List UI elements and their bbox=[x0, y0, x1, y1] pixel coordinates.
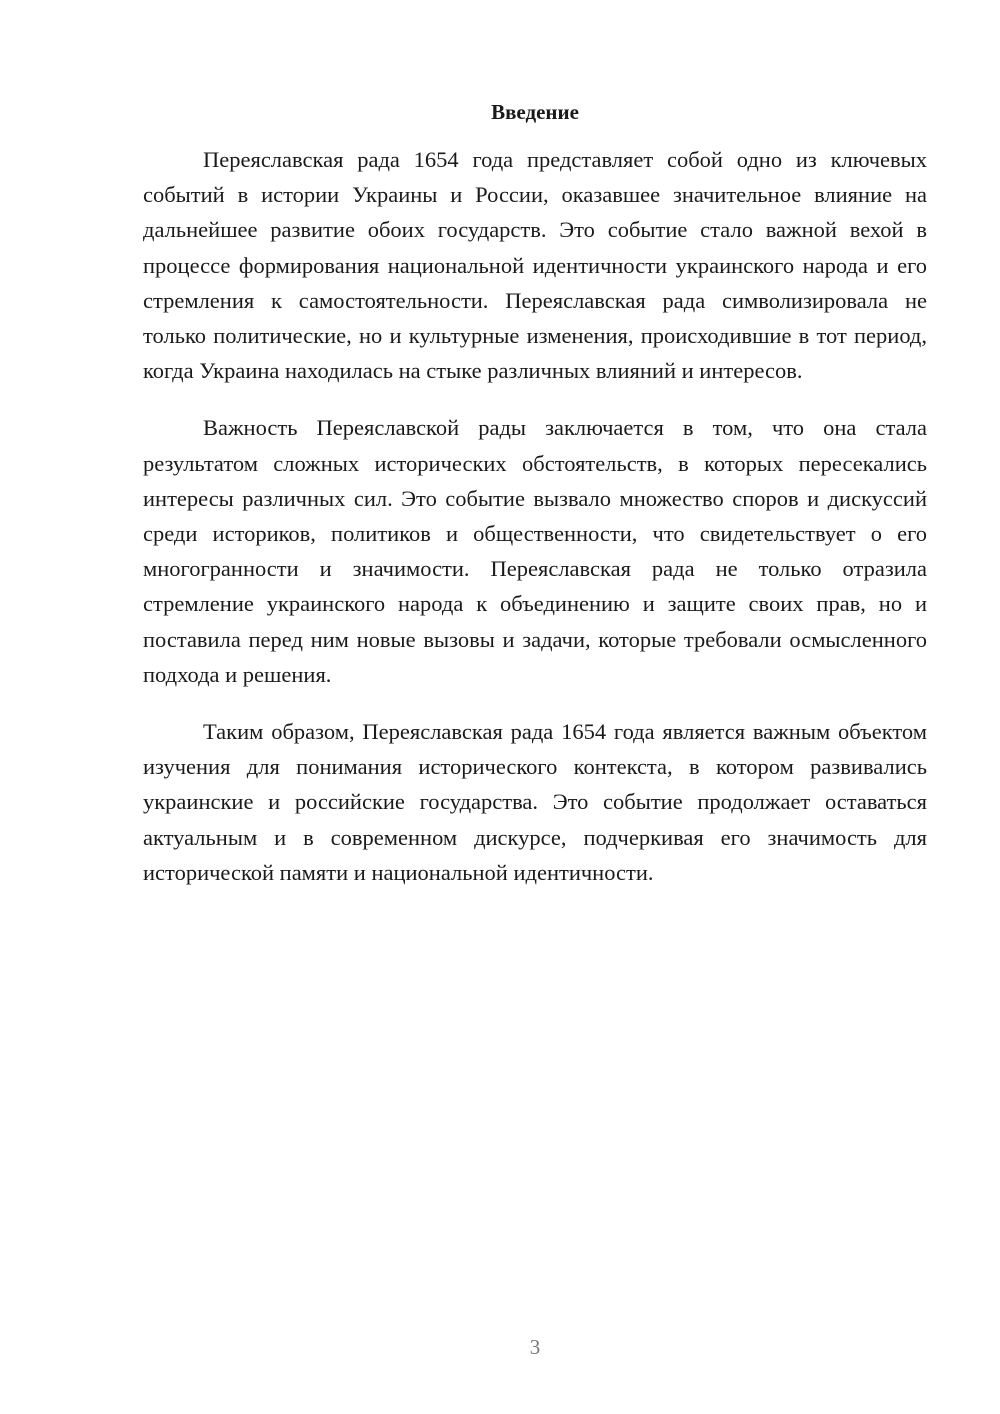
section-heading: Введение bbox=[491, 100, 579, 124]
paragraph-2: Важность Переяславской рады заключается в том, что она стала результатом сложных исторических обстоятельств, в которых пересекались интересы различных сил. Это событие вызвало множество споров и дискуссий среди историков, политиков и общественности, что свидетельствует о его многогранности и значимости. Переяславская рада не только отразила стремление украинского народа к объединению и защите своих прав, но и поставила перед ним новые вызовы и задачи, которые требовали осмысленного подхода и решения. bbox=[143, 415, 927, 687]
document-body bbox=[143, 142, 927, 912]
paragraph-3: Таким образом, Переяславская рада 1654 года является важным объектом изучения для понимания исторического контекста, в котором развивались украинские и российские государства. Это событие продолжает оставаться актуальным и в современном дискурсе, подчеркивая его значимость для исторической памяти и национальной идентичности. bbox=[143, 719, 927, 885]
page-number: 3 bbox=[529, 1335, 541, 1359]
paragraph-1: Переяславская рада 1654 года представляет собой одно из ключевых событий в истории Украины и России, оказавшее значительное влияние на дальнейшее развитие обоих государств. Это событие стало важной вехой в процессе формирования национальной идентичности украинского народа и его стремления к самостоятельности. Переяславская рада символизировала не только политические, но и культурные изменения, происходившие в тот период, когда Украина находилась на стыке различных влияний и интересов. bbox=[143, 147, 927, 384]
